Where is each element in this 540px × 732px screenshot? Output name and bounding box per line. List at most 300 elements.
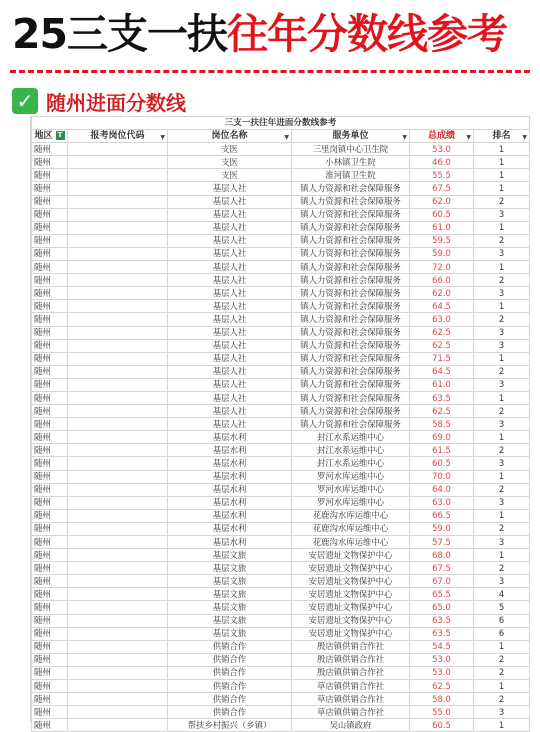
cell-region: 随州 bbox=[32, 339, 68, 352]
dropdown-arrow-icon[interactable]: ▼ bbox=[402, 134, 407, 142]
cell-region: 随州 bbox=[32, 156, 68, 169]
cell-rank: 2 bbox=[474, 195, 530, 208]
cell-rank: 3 bbox=[474, 575, 530, 588]
dashed-divider bbox=[10, 70, 530, 73]
cell-rank: 2 bbox=[474, 653, 530, 666]
cell-region: 随州 bbox=[32, 562, 68, 575]
cell-total-score: 58.0 bbox=[410, 693, 474, 706]
cell-total-score: 63.5 bbox=[410, 627, 474, 640]
cell-service-unit: 镇人力资源和社会保障服务 bbox=[292, 247, 410, 260]
cell-rank: 1 bbox=[474, 156, 530, 169]
cell-rank: 3 bbox=[474, 287, 530, 300]
cell-total-score: 55.0 bbox=[410, 706, 474, 719]
cell-rank: 1 bbox=[474, 680, 530, 693]
table-row bbox=[32, 601, 530, 614]
cell-service-unit: 花鹿沟水库运维中心 bbox=[292, 522, 410, 535]
table-row bbox=[32, 234, 530, 247]
table-row bbox=[32, 247, 530, 260]
cell-post-code bbox=[68, 261, 168, 274]
cell-region: 随州 bbox=[32, 287, 68, 300]
cell-service-unit: 安居遗址文物保护中心 bbox=[292, 575, 410, 588]
cell-service-unit: 殷店镇供销合作社 bbox=[292, 640, 410, 653]
cell-post-name: 基层水利 bbox=[168, 431, 292, 444]
table-row bbox=[32, 195, 530, 208]
cell-post-code bbox=[68, 313, 168, 326]
cell-service-unit: 镇人力资源和社会保障服务 bbox=[292, 234, 410, 247]
cell-post-code bbox=[68, 405, 168, 418]
table-row bbox=[32, 653, 530, 666]
cell-post-code bbox=[68, 339, 168, 352]
table-row bbox=[32, 391, 530, 404]
cell-post-name: 供销合作 bbox=[168, 666, 292, 679]
column-header-region[interactable]: 地区 T bbox=[32, 130, 68, 143]
table-row bbox=[32, 300, 530, 313]
cell-service-unit: 安居遗址文物保护中心 bbox=[292, 588, 410, 601]
section-title: 随州进面分数线 bbox=[46, 90, 186, 115]
cell-post-code bbox=[68, 156, 168, 169]
table-row bbox=[32, 496, 530, 509]
cell-total-score: 63.0 bbox=[410, 313, 474, 326]
cell-total-score: 64.5 bbox=[410, 300, 474, 313]
cell-service-unit: 安居遗址文物保护中心 bbox=[292, 614, 410, 627]
table-row bbox=[32, 522, 530, 535]
cell-total-score: 62.5 bbox=[410, 339, 474, 352]
table-row bbox=[32, 418, 530, 431]
cell-post-name: 基层人社 bbox=[168, 405, 292, 418]
header-banner bbox=[0, 0, 540, 72]
cell-total-score: 62.0 bbox=[410, 195, 474, 208]
cell-post-name: 基层人社 bbox=[168, 365, 292, 378]
cell-region: 随州 bbox=[32, 352, 68, 365]
cell-region: 随州 bbox=[32, 169, 68, 182]
table-row bbox=[32, 339, 530, 352]
table-row bbox=[32, 287, 530, 300]
cell-post-code bbox=[68, 274, 168, 287]
table-row bbox=[32, 666, 530, 679]
filter-active-icon[interactable]: T bbox=[56, 131, 65, 140]
cell-region: 随州 bbox=[32, 274, 68, 287]
cell-rank: 5 bbox=[474, 601, 530, 614]
cell-rank: 2 bbox=[474, 522, 530, 535]
dropdown-arrow-icon[interactable]: ▼ bbox=[466, 134, 471, 142]
cell-rank: 1 bbox=[474, 391, 530, 404]
cell-post-code bbox=[68, 693, 168, 706]
cell-post-code bbox=[68, 575, 168, 588]
cell-post-name: 供销合作 bbox=[168, 680, 292, 693]
table-row bbox=[32, 549, 530, 562]
cell-region: 随州 bbox=[32, 693, 68, 706]
cell-post-name: 帮扶乡村振兴（乡镇） bbox=[168, 719, 292, 732]
table-row bbox=[32, 326, 530, 339]
cell-service-unit: 安居遗址文物保护中心 bbox=[292, 627, 410, 640]
column-header-post-name[interactable]: 岗位名称 ▼ bbox=[168, 130, 292, 143]
cell-total-score: 61.5 bbox=[410, 444, 474, 457]
cell-post-name: 基层人社 bbox=[168, 247, 292, 260]
table-caption: 三支一扶往年进面分数线参考 bbox=[32, 117, 530, 130]
cell-service-unit: 花鹿沟水库运维中心 bbox=[292, 536, 410, 549]
cell-rank: 1 bbox=[474, 182, 530, 195]
cell-rank: 3 bbox=[474, 339, 530, 352]
header-row bbox=[32, 130, 530, 143]
cell-post-name: 基层水利 bbox=[168, 522, 292, 535]
cell-rank: 6 bbox=[474, 627, 530, 640]
cell-rank: 2 bbox=[474, 274, 530, 287]
table-row bbox=[32, 627, 530, 640]
cell-region: 随州 bbox=[32, 470, 68, 483]
cell-total-score: 72.0 bbox=[410, 261, 474, 274]
cell-total-score: 53.0 bbox=[410, 143, 474, 156]
cell-total-score: 66.5 bbox=[410, 509, 474, 522]
cell-post-code bbox=[68, 352, 168, 365]
cell-region: 随州 bbox=[32, 208, 68, 221]
cell-post-name: 基层人社 bbox=[168, 352, 292, 365]
cell-post-name: 供销合作 bbox=[168, 706, 292, 719]
cell-post-code bbox=[68, 588, 168, 601]
cell-service-unit: 镇人力资源和社会保障服务 bbox=[292, 365, 410, 378]
cell-total-score: 46.0 bbox=[410, 156, 474, 169]
cell-post-code bbox=[68, 444, 168, 457]
cell-region: 随州 bbox=[32, 182, 68, 195]
table-row bbox=[32, 457, 530, 470]
cell-post-code bbox=[68, 195, 168, 208]
cell-service-unit: 草店镇供销合作社 bbox=[292, 706, 410, 719]
cell-post-code bbox=[68, 169, 168, 182]
cell-post-code bbox=[68, 627, 168, 640]
cell-total-score: 59.0 bbox=[410, 522, 474, 535]
cell-post-name: 基层水利 bbox=[168, 470, 292, 483]
cell-total-score: 62.0 bbox=[410, 287, 474, 300]
table-row bbox=[32, 182, 530, 195]
table-row bbox=[32, 470, 530, 483]
table-row bbox=[32, 431, 530, 444]
cell-region: 随州 bbox=[32, 627, 68, 640]
cell-post-code bbox=[68, 601, 168, 614]
cell-service-unit: 镇人力资源和社会保障服务 bbox=[292, 378, 410, 391]
title-red-part: 往年分数线参考 bbox=[227, 10, 508, 58]
column-header-post-code[interactable]: 报考岗位代码 ▼ bbox=[68, 130, 168, 143]
cell-post-code bbox=[68, 431, 168, 444]
table-row bbox=[32, 221, 530, 234]
cell-total-score: 65.5 bbox=[410, 588, 474, 601]
table-row bbox=[32, 378, 530, 391]
cell-post-code bbox=[68, 680, 168, 693]
cell-rank: 2 bbox=[474, 313, 530, 326]
cell-total-score: 70.0 bbox=[410, 470, 474, 483]
cell-region: 随州 bbox=[32, 418, 68, 431]
cell-post-code bbox=[68, 234, 168, 247]
cell-total-score: 68.0 bbox=[410, 549, 474, 562]
cell-post-name: 基层文旅 bbox=[168, 549, 292, 562]
cell-rank: 1 bbox=[474, 261, 530, 274]
cell-rank: 3 bbox=[474, 247, 530, 260]
cell-post-code bbox=[68, 496, 168, 509]
section-header bbox=[12, 87, 186, 115]
cell-service-unit: 草店镇供销合作社 bbox=[292, 693, 410, 706]
cell-region: 随州 bbox=[32, 509, 68, 522]
cell-service-unit: 封江水系运维中心 bbox=[292, 444, 410, 457]
table-row bbox=[32, 444, 530, 457]
cell-post-name: 基层人社 bbox=[168, 287, 292, 300]
cell-post-code bbox=[68, 719, 168, 732]
cell-post-name: 基层人社 bbox=[168, 391, 292, 404]
cell-rank: 1 bbox=[474, 169, 530, 182]
cell-service-unit: 罗河水库运维中心 bbox=[292, 496, 410, 509]
cell-region: 随州 bbox=[32, 221, 68, 234]
cell-rank: 1 bbox=[474, 221, 530, 234]
table-row bbox=[32, 680, 530, 693]
cell-region: 随州 bbox=[32, 706, 68, 719]
cell-service-unit: 镇人力资源和社会保障服务 bbox=[292, 182, 410, 195]
table-row bbox=[32, 693, 530, 706]
cell-region: 随州 bbox=[32, 601, 68, 614]
cell-post-name: 基层人社 bbox=[168, 274, 292, 287]
cell-post-name: 基层人社 bbox=[168, 221, 292, 234]
cell-rank: 1 bbox=[474, 549, 530, 562]
checkmark-icon: ✓ bbox=[12, 88, 38, 114]
cell-total-score: 60.5 bbox=[410, 719, 474, 732]
cell-total-score: 67.5 bbox=[410, 562, 474, 575]
cell-region: 随州 bbox=[32, 614, 68, 627]
cell-post-code bbox=[68, 562, 168, 575]
table-row bbox=[32, 405, 530, 418]
cell-post-code bbox=[68, 666, 168, 679]
cell-post-name: 基层文旅 bbox=[168, 575, 292, 588]
column-header-total-score[interactable]: 总成绩 ▼ bbox=[410, 130, 474, 143]
cell-service-unit: 淮河镇卫生院 bbox=[292, 169, 410, 182]
table-row bbox=[32, 562, 530, 575]
cell-post-name: 基层人社 bbox=[168, 326, 292, 339]
cell-post-name: 基层文旅 bbox=[168, 588, 292, 601]
cell-region: 随州 bbox=[32, 719, 68, 732]
cell-post-name: 供销合作 bbox=[168, 640, 292, 653]
cell-rank: 1 bbox=[474, 509, 530, 522]
cell-rank: 1 bbox=[474, 300, 530, 313]
cell-post-name: 供销合作 bbox=[168, 653, 292, 666]
cell-rank: 1 bbox=[474, 143, 530, 156]
cell-rank: 1 bbox=[474, 640, 530, 653]
cell-post-name: 基层人社 bbox=[168, 378, 292, 391]
cell-post-name: 基层水利 bbox=[168, 536, 292, 549]
table-row bbox=[32, 536, 530, 549]
cell-post-name: 基层人社 bbox=[168, 313, 292, 326]
cell-region: 随州 bbox=[32, 653, 68, 666]
cell-service-unit: 镇人力资源和社会保障服务 bbox=[292, 261, 410, 274]
cell-region: 随州 bbox=[32, 536, 68, 549]
cell-post-name: 基层人社 bbox=[168, 195, 292, 208]
cell-service-unit: 吴山镇政府 bbox=[292, 719, 410, 732]
cell-post-code bbox=[68, 326, 168, 339]
cell-region: 随州 bbox=[32, 444, 68, 457]
cell-post-code bbox=[68, 614, 168, 627]
cell-post-name: 基层文旅 bbox=[168, 627, 292, 640]
table-row bbox=[32, 509, 530, 522]
cell-total-score: 61.0 bbox=[410, 221, 474, 234]
cell-post-code bbox=[68, 470, 168, 483]
cell-region: 随州 bbox=[32, 300, 68, 313]
table-row bbox=[32, 614, 530, 627]
cell-total-score: 64.5 bbox=[410, 365, 474, 378]
cell-region: 随州 bbox=[32, 496, 68, 509]
cell-total-score: 60.5 bbox=[410, 457, 474, 470]
cell-total-score: 59.0 bbox=[410, 247, 474, 260]
table-row bbox=[32, 483, 530, 496]
table-row bbox=[32, 588, 530, 601]
cell-region: 随州 bbox=[32, 405, 68, 418]
cell-region: 随州 bbox=[32, 143, 68, 156]
cell-total-score: 62.5 bbox=[410, 326, 474, 339]
cell-post-name: 支医 bbox=[168, 156, 292, 169]
cell-rank: 3 bbox=[474, 536, 530, 549]
spreadsheet bbox=[30, 116, 529, 730]
cell-post-name: 基层文旅 bbox=[168, 562, 292, 575]
cell-rank: 2 bbox=[474, 562, 530, 575]
dropdown-arrow-icon[interactable]: ▼ bbox=[160, 134, 165, 142]
cell-post-name: 基层人社 bbox=[168, 339, 292, 352]
cell-service-unit: 镇人力资源和社会保障服务 bbox=[292, 391, 410, 404]
cell-service-unit: 安居遗址文物保护中心 bbox=[292, 549, 410, 562]
cell-total-score: 63.5 bbox=[410, 391, 474, 404]
table-row bbox=[32, 313, 530, 326]
cell-post-name: 基层人社 bbox=[168, 418, 292, 431]
cell-region: 随州 bbox=[32, 234, 68, 247]
cell-post-name: 支医 bbox=[168, 169, 292, 182]
cell-service-unit: 镇人力资源和社会保障服务 bbox=[292, 326, 410, 339]
cell-post-name: 基层人社 bbox=[168, 261, 292, 274]
cell-service-unit: 镇人力资源和社会保障服务 bbox=[292, 221, 410, 234]
cell-post-name: 基层水利 bbox=[168, 496, 292, 509]
cell-rank: 2 bbox=[474, 444, 530, 457]
cell-service-unit: 镇人力资源和社会保障服务 bbox=[292, 208, 410, 221]
cell-post-code bbox=[68, 522, 168, 535]
cell-post-code bbox=[68, 549, 168, 562]
cell-service-unit: 镇人力资源和社会保障服务 bbox=[292, 418, 410, 431]
cell-total-score: 64.0 bbox=[410, 483, 474, 496]
cell-region: 随州 bbox=[32, 391, 68, 404]
table-row bbox=[32, 208, 530, 221]
cell-region: 随州 bbox=[32, 640, 68, 653]
cell-total-score: 67.5 bbox=[410, 182, 474, 195]
cell-total-score: 55.5 bbox=[410, 169, 474, 182]
dropdown-arrow-icon[interactable]: ▼ bbox=[284, 134, 289, 142]
cell-post-code bbox=[68, 653, 168, 666]
cell-service-unit: 小林镇卫生院 bbox=[292, 156, 410, 169]
cell-post-name: 基层文旅 bbox=[168, 614, 292, 627]
cell-rank: 2 bbox=[474, 693, 530, 706]
table-row bbox=[32, 352, 530, 365]
cell-post-code bbox=[68, 182, 168, 195]
cell-rank: 3 bbox=[474, 496, 530, 509]
cell-post-code bbox=[68, 706, 168, 719]
cell-region: 随州 bbox=[32, 365, 68, 378]
table-row bbox=[32, 575, 530, 588]
cell-total-score: 66.0 bbox=[410, 274, 474, 287]
cell-post-name: 基层水利 bbox=[168, 509, 292, 522]
cell-total-score: 69.0 bbox=[410, 431, 474, 444]
cell-service-unit: 殷店镇供销合作社 bbox=[292, 666, 410, 679]
cell-service-unit: 镇人力资源和社会保障服务 bbox=[292, 313, 410, 326]
cell-region: 随州 bbox=[32, 588, 68, 601]
cell-post-name: 基层水利 bbox=[168, 457, 292, 470]
cell-total-score: 57.5 bbox=[410, 536, 474, 549]
table-row bbox=[32, 274, 530, 287]
cell-rank: 3 bbox=[474, 418, 530, 431]
cell-service-unit: 镇人力资源和社会保障服务 bbox=[292, 300, 410, 313]
cell-region: 随州 bbox=[32, 195, 68, 208]
cell-rank: 2 bbox=[474, 405, 530, 418]
cell-post-code bbox=[68, 143, 168, 156]
cell-rank: 2 bbox=[474, 365, 530, 378]
table-row bbox=[32, 365, 530, 378]
cell-post-name: 支医 bbox=[168, 143, 292, 156]
cell-region: 随州 bbox=[32, 313, 68, 326]
cell-post-code bbox=[68, 378, 168, 391]
column-header-rank[interactable]: 排名 ▼ bbox=[474, 130, 530, 143]
cell-service-unit: 镇人力资源和社会保障服务 bbox=[292, 352, 410, 365]
cell-rank: 2 bbox=[474, 483, 530, 496]
cell-post-code bbox=[68, 457, 168, 470]
cell-total-score: 62.5 bbox=[410, 405, 474, 418]
cell-total-score: 62.5 bbox=[410, 680, 474, 693]
cell-total-score: 60.5 bbox=[410, 208, 474, 221]
cell-rank: 3 bbox=[474, 706, 530, 719]
table-row bbox=[32, 706, 530, 719]
dropdown-arrow-icon[interactable]: ▼ bbox=[522, 134, 528, 142]
cell-post-code bbox=[68, 208, 168, 221]
column-header-service-unit[interactable]: 服务单位 ▼ bbox=[292, 130, 410, 143]
cell-service-unit: 罗河水库运维中心 bbox=[292, 470, 410, 483]
cell-service-unit: 安居遗址文物保护中心 bbox=[292, 601, 410, 614]
cell-service-unit: 镇人力资源和社会保障服务 bbox=[292, 339, 410, 352]
cell-service-unit: 镇人力资源和社会保障服务 bbox=[292, 405, 410, 418]
cell-rank: 3 bbox=[474, 457, 530, 470]
cell-post-code bbox=[68, 483, 168, 496]
cell-post-code bbox=[68, 221, 168, 234]
cell-region: 随州 bbox=[32, 666, 68, 679]
cell-service-unit: 罗河水库运维中心 bbox=[292, 483, 410, 496]
cell-rank: 1 bbox=[474, 719, 530, 732]
cell-service-unit: 殷店镇供销合作社 bbox=[292, 653, 410, 666]
cell-service-unit: 安居遗址文物保护中心 bbox=[292, 562, 410, 575]
cell-region: 随州 bbox=[32, 378, 68, 391]
cell-post-name: 基层人社 bbox=[168, 300, 292, 313]
cell-rank: 2 bbox=[474, 234, 530, 247]
table-row bbox=[32, 143, 530, 156]
cell-region: 随州 bbox=[32, 575, 68, 588]
cell-post-name: 基层水利 bbox=[168, 444, 292, 457]
cell-region: 随州 bbox=[32, 431, 68, 444]
cell-rank: 3 bbox=[474, 326, 530, 339]
cell-service-unit: 封江水系运维中心 bbox=[292, 457, 410, 470]
cell-post-code bbox=[68, 247, 168, 260]
cell-post-name: 供销合作 bbox=[168, 693, 292, 706]
cell-post-name: 基层人社 bbox=[168, 234, 292, 247]
cell-service-unit: 镇人力资源和社会保障服务 bbox=[292, 195, 410, 208]
cell-total-score: 53.0 bbox=[410, 666, 474, 679]
cell-post-code bbox=[68, 300, 168, 313]
table-row bbox=[32, 261, 530, 274]
cell-rank: 1 bbox=[474, 352, 530, 365]
cell-service-unit: 封江水系运维中心 bbox=[292, 431, 410, 444]
cell-total-score: 71.5 bbox=[410, 352, 474, 365]
cell-region: 随州 bbox=[32, 457, 68, 470]
table-row bbox=[32, 719, 530, 732]
cell-total-score: 63.0 bbox=[410, 496, 474, 509]
cell-post-code bbox=[68, 365, 168, 378]
cell-service-unit: 草店镇供销合作社 bbox=[292, 680, 410, 693]
cell-service-unit: 三里岗镇中心卫生院 bbox=[292, 143, 410, 156]
cell-rank: 3 bbox=[474, 378, 530, 391]
cell-post-code bbox=[68, 509, 168, 522]
